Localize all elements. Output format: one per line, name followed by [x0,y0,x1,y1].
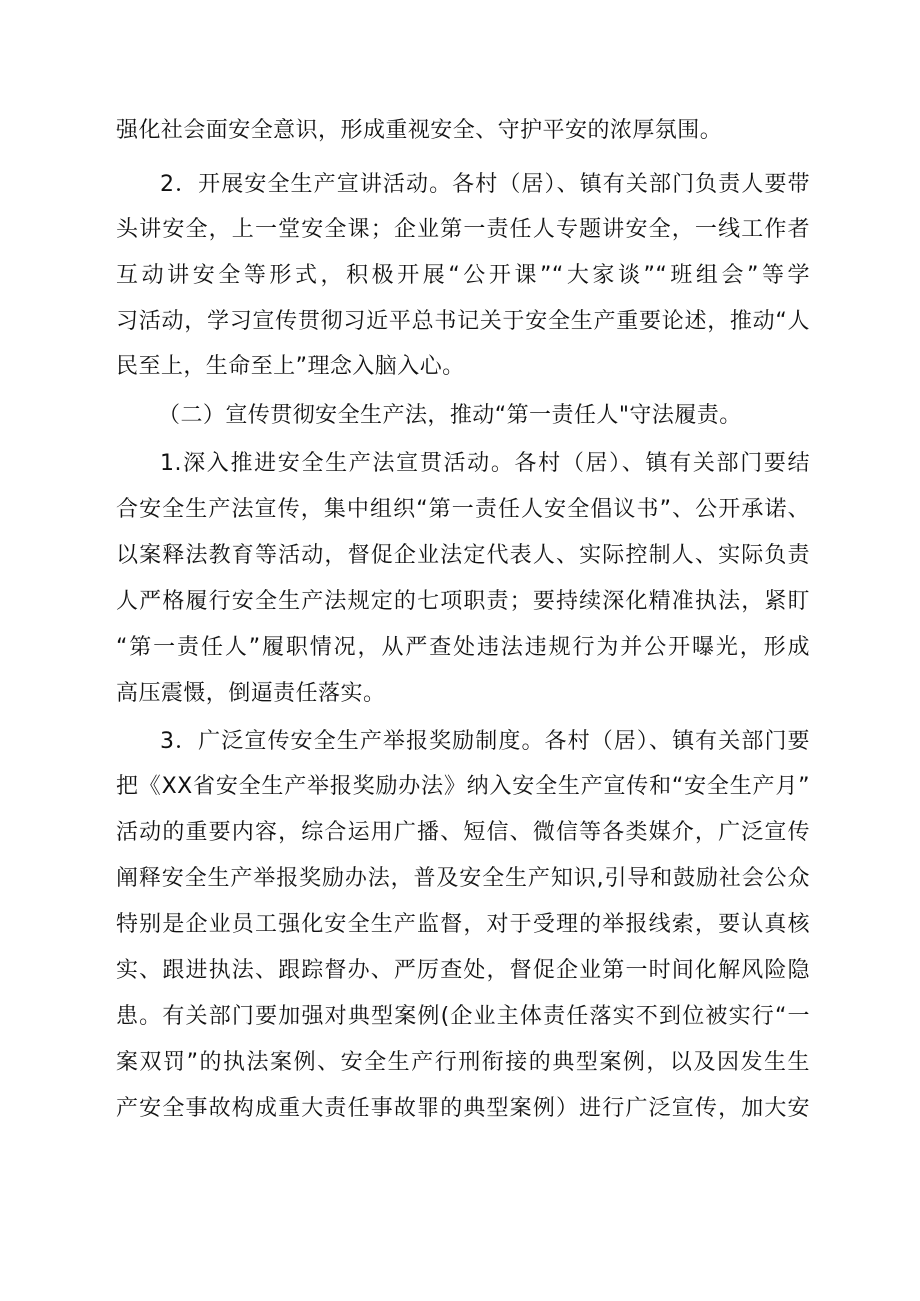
text-line: 患。有关部门要加强对典型案例(企业主体责任落实不到位被实行“一 [116,1004,810,1029]
text-line: 民至上，生命至上”理念入脑入心。 [116,354,465,379]
text-line: “第一责任人”履职情况，从严查处违法违规行为并公开曝光，形成 [116,635,810,660]
text-line: 3．广泛宣传安全生产举报奖励制度。各村（居）、镇有关部门要 [160,729,810,754]
text-line: 实、跟进执法、跟踪督办、严厉查处，督促企业第一时间化解风险隐 [116,958,810,983]
text-line: 人严格履行安全生产法规定的七项职责；要持续深化精准执法，紧盯 [116,589,810,614]
text-line: 互动讲安全等形式，积极开展“公开课”“大家谈”“班组会”等学 [116,263,810,288]
text-line: 阐释安全生产举报奖励办法，普及安全生产知识,引导和鼓励社会公众 [116,866,810,891]
text-line: 以案释法教育等活动，督促企业法定代表人、实际控制人、实际负责 [116,543,810,568]
text-line: 产安全事故构成重大责任事故罪的典型案例）进行广泛宣传，加大安 [116,1096,810,1121]
text-line: 头讲安全，上一堂安全课；企业第一责任人专题讲安全，一线工作者 [116,217,810,242]
text-line: 合安全生产法宣传，集中组织“第一责任人安全倡议书”、公开承诺、 [116,497,810,522]
text-line: 习活动，学习宣传贯彻习近平总书记关于安全生产重要论述，推动“人 [116,309,810,334]
text-line: 活动的重要内容，综合运用广播、短信、微信等各类媒介，广泛宣传 [116,820,810,845]
text-line: 2．开展安全生产宣讲活动。各村（居）、镇有关部门负责人要带 [160,172,810,197]
text-line: 特别是企业员工强化安全生产监督，对于受理的举报线索，要认真核 [116,912,810,937]
text-line: 高压震慑，倒逼责任落实。 [116,681,386,706]
text-line: 案双罚”的执法案例、安全生产行刑衔接的典型案例，以及因发生生 [116,1050,810,1075]
text-line: 把《XX省安全生产举报奖励办法》纳入安全生产宣传和“安全生产月” [116,774,810,799]
text-line: 1.深入推进安全生产法宣贯活动。各村（居）、镇有关部门要结 [160,451,810,476]
text-line: 强化社会面安全意识，形成重视安全、守护平安的浓厚氛围。 [116,118,723,143]
section-heading: （二）宣传贯彻安全生产法，推动“第一责任人"守法履责。 [158,403,742,428]
